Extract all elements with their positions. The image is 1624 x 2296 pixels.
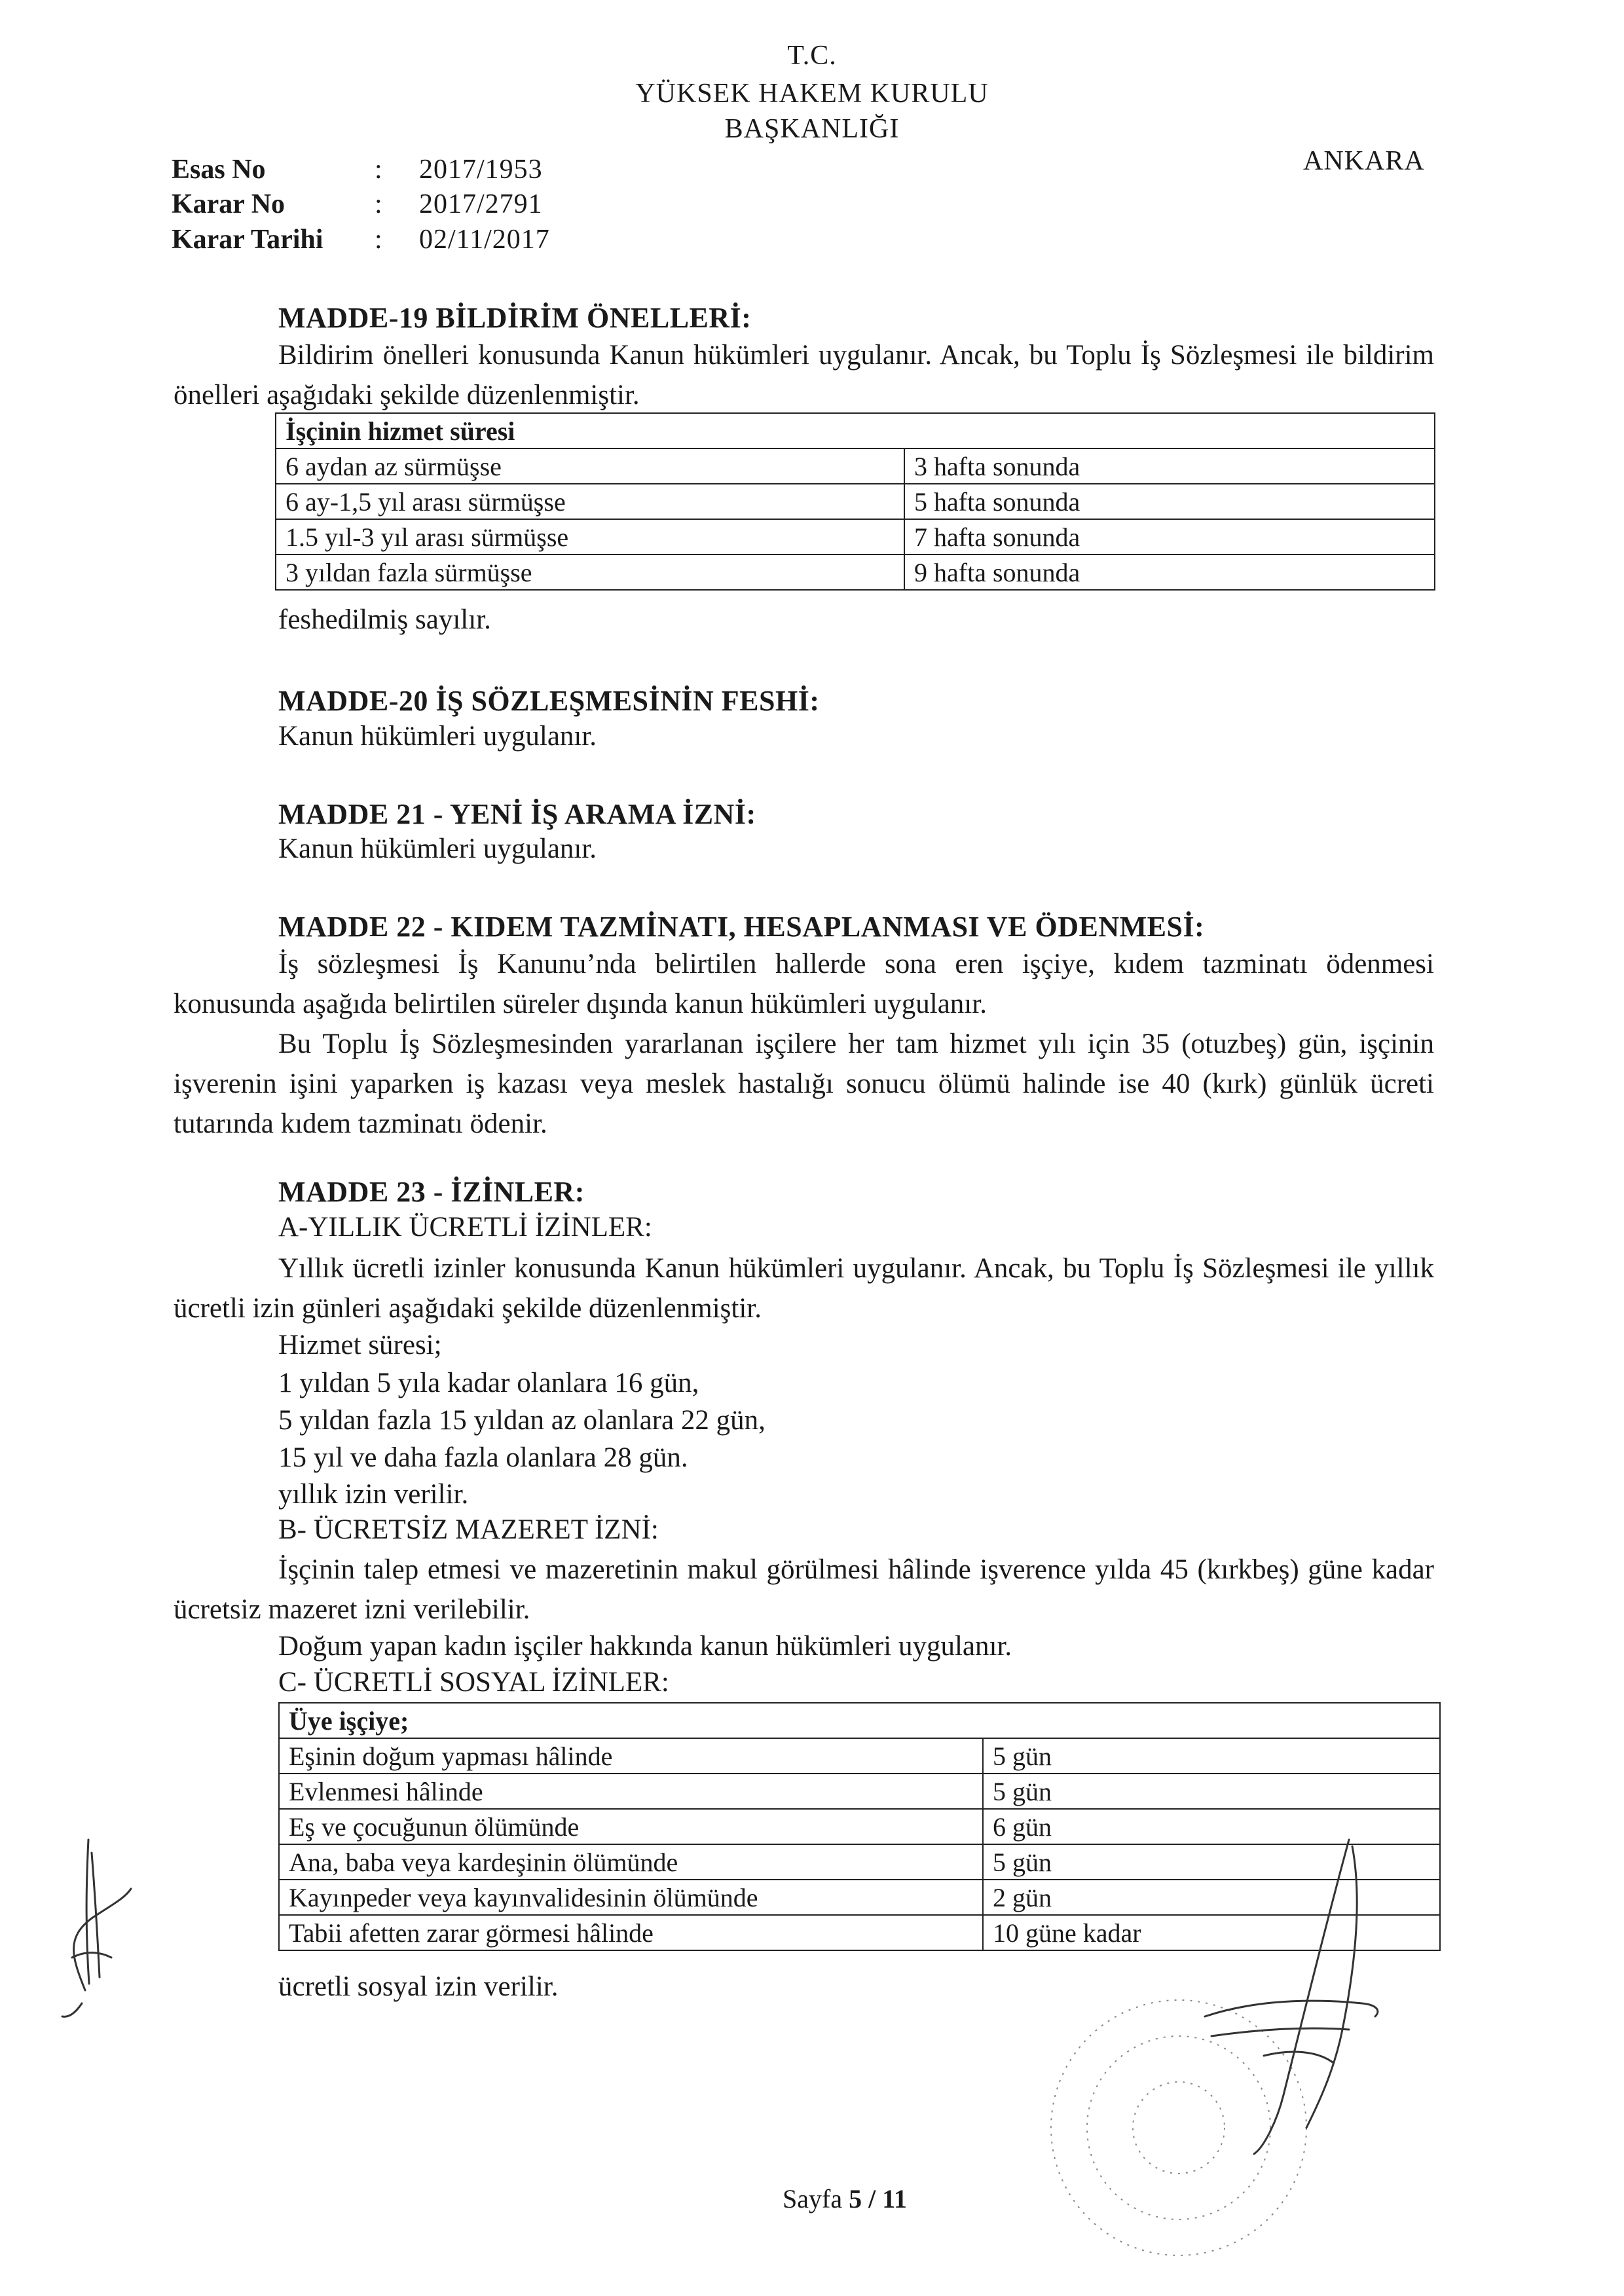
left-margin-signature <box>26 1827 144 2023</box>
header-department: BAŞKANLIĞI <box>724 114 900 144</box>
karar-no-value: 2017/2791 <box>419 189 543 219</box>
page-value: 5 / 11 <box>849 2184 907 2214</box>
madde-19-text: Bildirim önelleri konusunda Kanun hükümleri uygulanır. Ancak, bu Toplu İş Sözleşmesi ile bildirim önelleri aşağıdaki şekilde düzenlenmiştir. <box>174 340 1434 410</box>
page-number <box>783 2183 907 2214</box>
table-cell-notice: 3 hafta sonunda <box>904 448 1435 484</box>
table-cell-event: Eşinin doğum yapması hâlinde <box>279 1738 983 1774</box>
colon: : <box>375 189 382 219</box>
table-header-row <box>276 413 1435 448</box>
section-b-title: B- ÜCRETSİZ MAZERET İZNİ: <box>278 1514 659 1545</box>
madde-20-text: Kanun hükümleri uygulanır. <box>278 721 597 752</box>
section-b-text: İşçinin talep etmesi ve mazeretinin makul görülmesi hâlinde işverence yılda 45 (kırkbeş) güne kadar ücretsiz mazeret izni verilebilir. <box>174 1554 1434 1625</box>
leave-rule-line: 15 yıl ve daha fazla olanlara 28 gün. <box>278 1442 688 1473</box>
section-a-text: Yıllık ücretli izinler konusunda Kanun hükümleri uygulanır. Ancak, bu Toplu İş Sözleşmesi ile yıllık ücretli izin günleri aşağıdaki şekilde düzenlenmiştir. <box>174 1253 1434 1324</box>
table-cell-days: 10 güne kadar <box>983 1915 1440 1950</box>
service-duration-label: Hizmet süresi; <box>278 1330 442 1360</box>
madde-21-title: MADDE 21 - YENİ İŞ ARAMA İZNİ: <box>278 798 756 830</box>
table-row <box>276 555 1435 590</box>
header-tc: T.C. <box>787 41 837 71</box>
karar-tarihi-value: 02/11/2017 <box>419 225 550 255</box>
madde-21-text: Kanun hükümleri uygulanır. <box>278 833 597 864</box>
madde-22-title: MADDE 22 - KIDEM TAZMİNATI, HESAPLANMASI VE ÖDENMESİ: <box>278 911 1205 943</box>
table-cell-duration: 1.5 yıl-3 yıl arası sürmüşse <box>276 519 904 555</box>
madde-19-after-text: feshedilmiş sayılır. <box>278 604 491 635</box>
table-row <box>279 1774 1440 1809</box>
table-cell-event: Tabii afetten zarar görmesi hâlinde <box>279 1915 983 1950</box>
leave-rule-line: 5 yıldan fazla 15 yıldan az olanlara 22 gün, <box>278 1405 766 1436</box>
madde-19-title: MADDE-19 BİLDİRİM ÖNELLERİ: <box>278 302 752 334</box>
section-a-title: A-YILLIK ÜCRETLİ İZİNLER: <box>278 1212 652 1243</box>
table-cell-event: Kayınpeder veya kayınvalidesinin ölümünde <box>279 1880 983 1915</box>
notice-period-table <box>275 412 1435 591</box>
colon: : <box>375 155 382 185</box>
esas-no-value: 2017/1953 <box>419 155 543 185</box>
madde-20-title: MADDE-20 İŞ SÖZLEŞMESİNİN FESHİ: <box>278 685 820 717</box>
madde-22-paragraph-1: İş sözleşmesi İş Kanunu’nda belirtilen hallerde sona eren işçiye, kıdem tazminatı ödenmesi konusunda aşağıda belirtilen süreler dışında kanun hükümleri uygulanır. <box>174 949 1434 1019</box>
table-row <box>276 448 1435 484</box>
madde-22-paragraph-2: Bu Toplu İş Sözleşmesinden yararlanan işçilere her tam hizmet yılı için 35 (otuzbeş) gün, işçinin işverenin işini yaparken iş kazası veya meslek hastalığı sonucu ölümü halinde ise 40 (kırk) günlük ücreti tutarında kıdem tazminatı ödenir. <box>174 1029 1434 1139</box>
colon: : <box>375 225 382 255</box>
table-row <box>279 1738 1440 1774</box>
leave-rule-line: 1 yıldan 5 yıla kadar olanlara 16 gün, <box>278 1368 699 1398</box>
table-cell-days: 5 gün <box>983 1844 1440 1880</box>
table-cell-days: 5 gün <box>983 1738 1440 1774</box>
table-cell-event: Eş ve çocuğunun ölümünde <box>279 1809 983 1844</box>
table-cell-notice: 7 hafta sonunda <box>904 519 1435 555</box>
table-cell-days: 2 gün <box>983 1880 1440 1915</box>
table-row <box>276 519 1435 555</box>
table-cell-duration: 6 ay-1,5 yıl arası sürmüşse <box>276 484 904 519</box>
header-institution: YÜKSEK HAKEM KURULU <box>635 79 989 109</box>
madde-23-title: MADDE 23 - İZİNLER: <box>278 1176 585 1208</box>
karar-tarihi-label: Karar Tarihi <box>172 225 323 255</box>
section-c-title: C- ÜCRETLİ SOSYAL İZİNLER: <box>278 1667 669 1698</box>
section-b-text-2: Doğum yapan kadın işçiler hakkında kanun hükümleri uygulanır. <box>278 1631 1012 1662</box>
table-cell-days: 5 gün <box>983 1774 1440 1809</box>
table-header-row <box>279 1703 1440 1738</box>
table-row <box>276 484 1435 519</box>
karar-no-label: Karar No <box>172 189 286 219</box>
signature <box>1166 1820 1401 2160</box>
table-cell-days: 6 gün <box>983 1809 1440 1844</box>
leave-rule-closing: yıllık izin verilir. <box>278 1479 469 1510</box>
esas-no-label: Esas No <box>172 155 266 185</box>
table-cell-duration: 6 aydan az sürmüşse <box>276 448 904 484</box>
page-prefix: Sayfa <box>783 2184 849 2214</box>
city-label: ANKARA <box>1303 146 1425 176</box>
table-cell-event: Evlenmesi hâlinde <box>279 1774 983 1809</box>
table-cell-duration: 3 yıldan fazla sürmüşse <box>276 555 904 590</box>
table-header-cell: İşçinin hizmet süresi <box>276 413 1435 448</box>
table-header-cell: Üye işçiye; <box>279 1703 1440 1738</box>
table-cell-notice: 5 hafta sonunda <box>904 484 1435 519</box>
table-cell-event: Ana, baba veya kardeşinin ölümünde <box>279 1844 983 1880</box>
table-cell-notice: 9 hafta sonunda <box>904 555 1435 590</box>
section-c-after-text: ücretli sosyal izin verilir. <box>278 1971 559 2002</box>
